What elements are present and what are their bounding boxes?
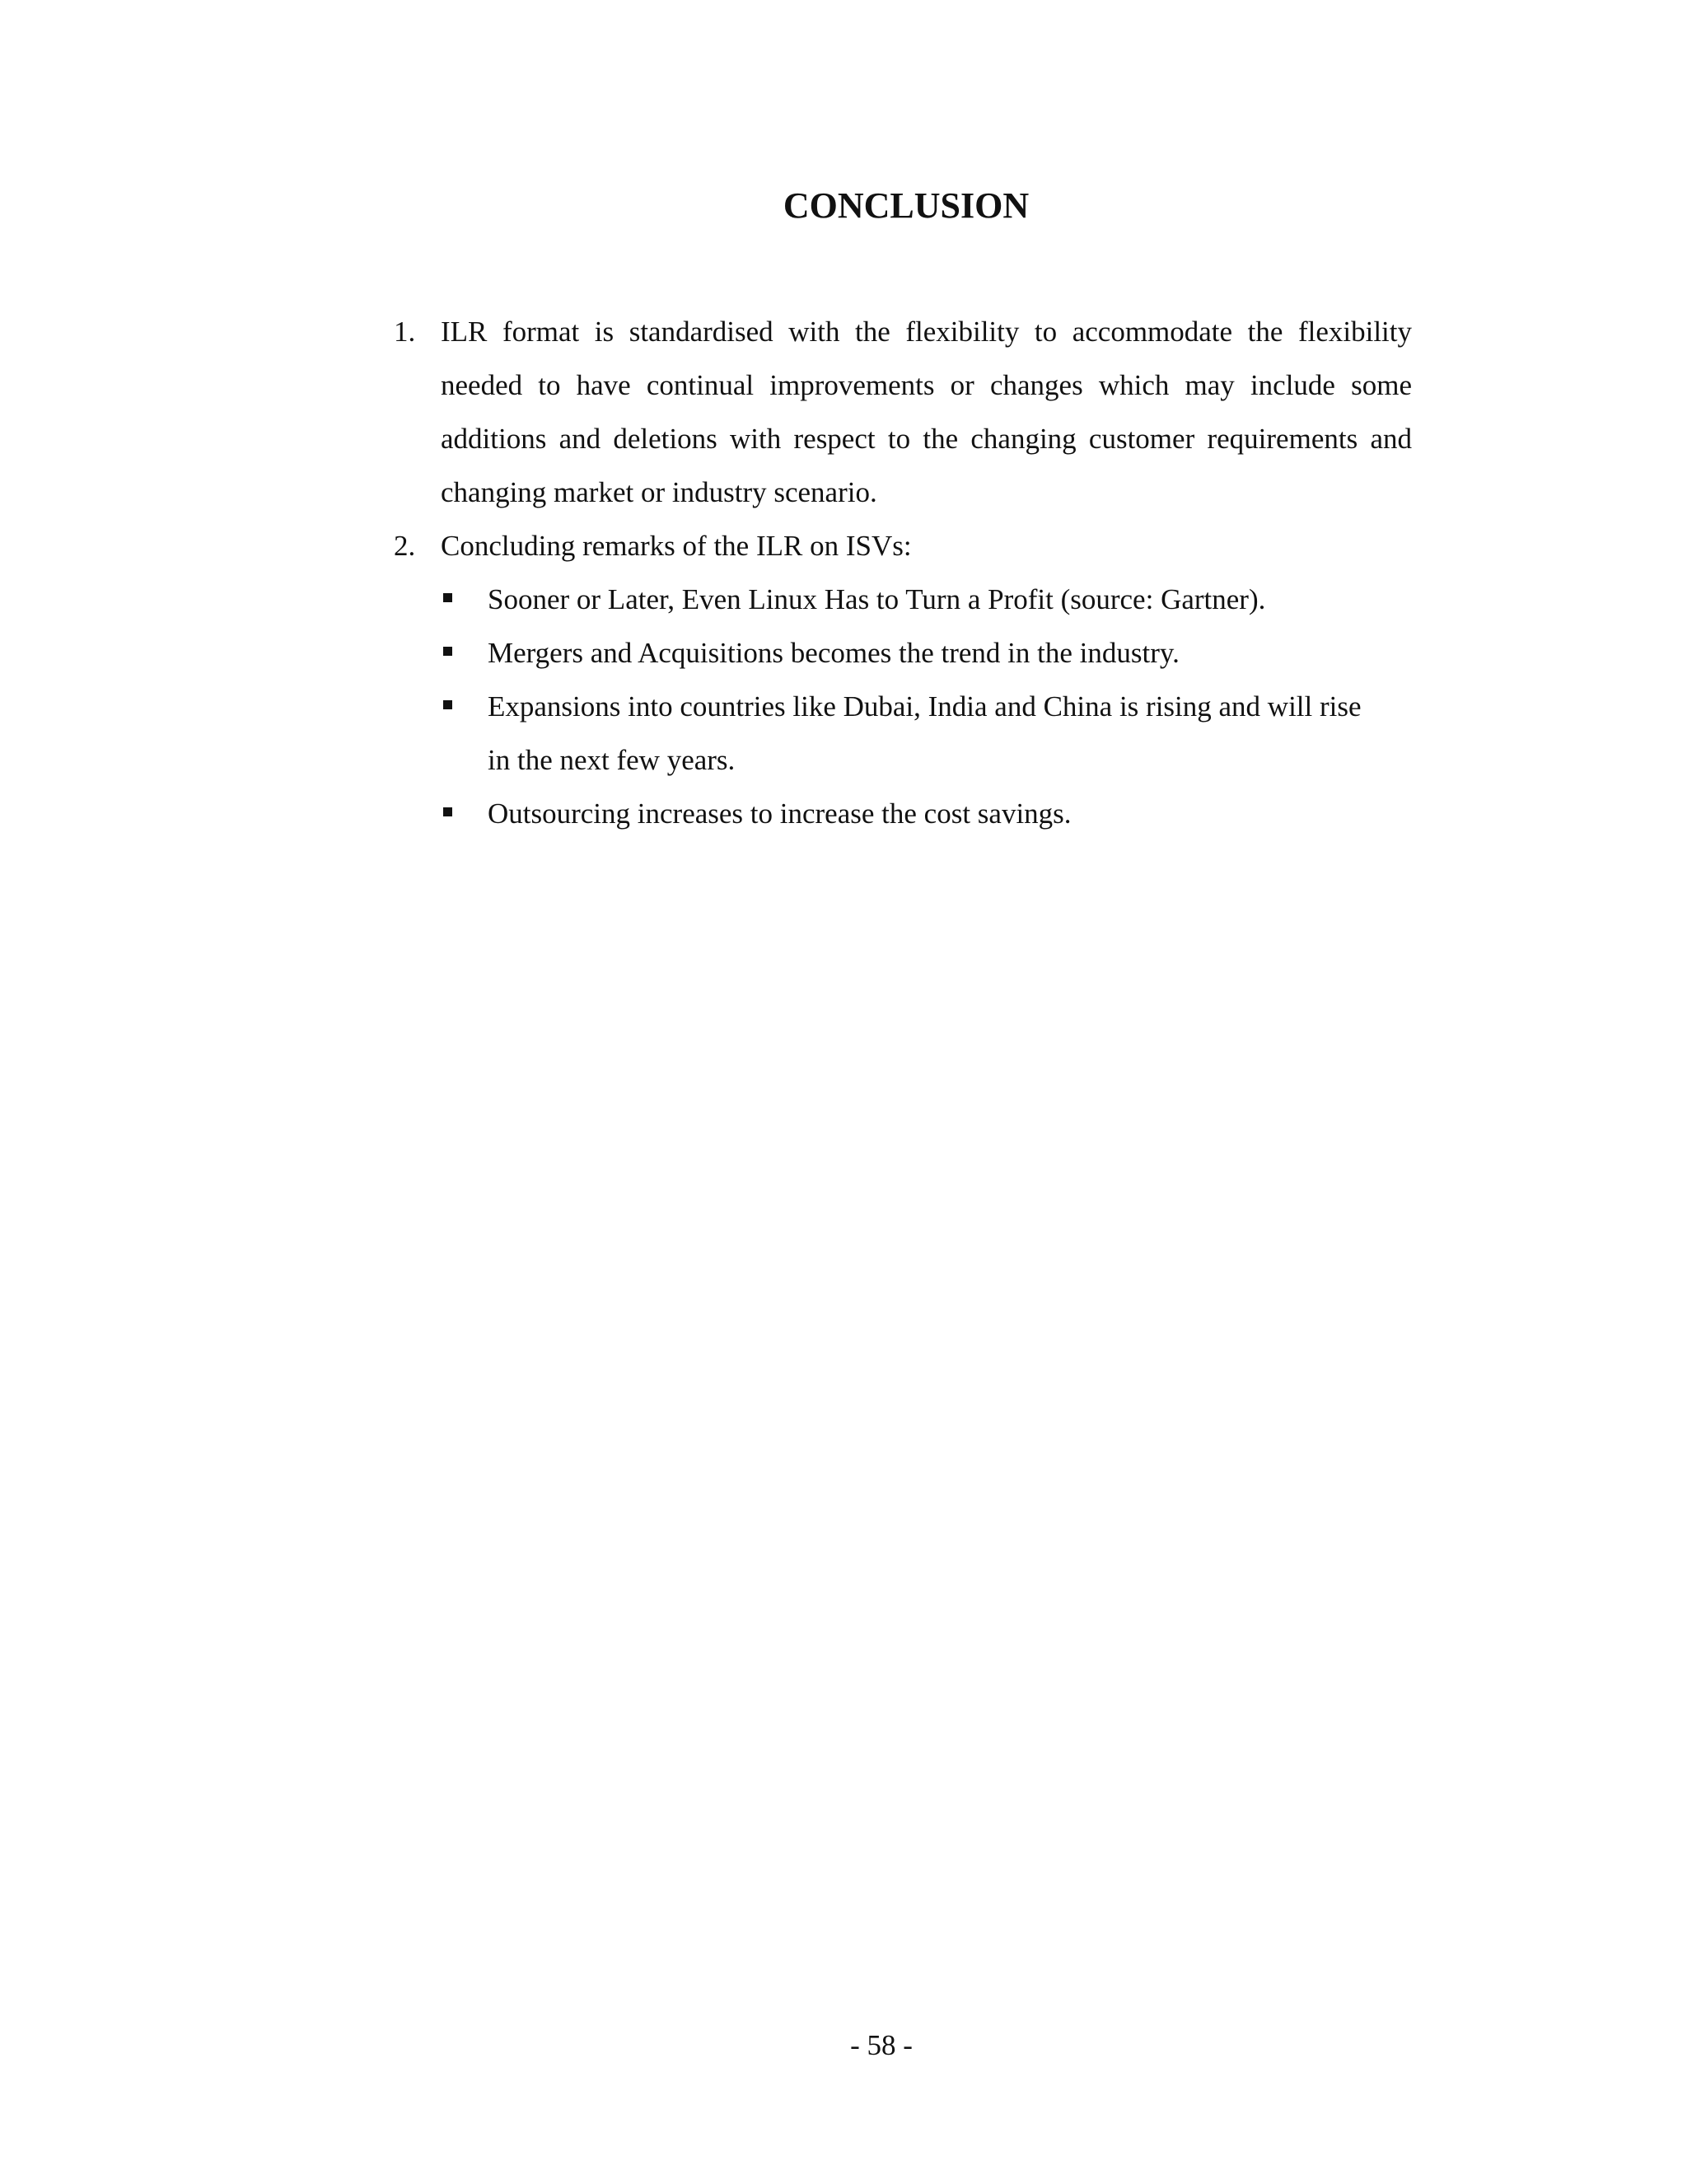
bullet-text: Sooner or Later, Even Linux Has to Turn a Profit (source: Gartner). (488, 583, 1266, 615)
page-title: CONCLUSION (783, 185, 1030, 226)
list-item-text: Concluding remarks of the ILR on ISVs: (441, 530, 912, 562)
remarks-bullet-list (394, 573, 1412, 840)
page-number: - 58 - (850, 2029, 913, 2061)
square-bullet-icon (443, 593, 452, 602)
list-item-number: 1. (394, 316, 416, 348)
bullet-item (394, 573, 1412, 626)
conclusion-list (394, 305, 1412, 840)
square-bullet-icon (443, 647, 452, 656)
list-item-number: 2. (394, 530, 416, 562)
list-item-1 (394, 305, 1412, 519)
bullet-text: Expansions into countries like Dubai, India and China is rising and will rise in the next few years. (488, 690, 1362, 776)
list-item-2 (394, 519, 1412, 573)
bullet-item (394, 787, 1412, 840)
bullet-item (394, 680, 1412, 787)
bullet-text: Outsourcing increases to increase the cost savings. (488, 797, 1072, 830)
bullet-text: Mergers and Acquisitions becomes the trend in the industry. (488, 637, 1180, 669)
list-item-text: ILR format is standardised with the flexibility to accommodate the flexibility needed to have continual improvements or changes which may include some additions and deletions with respect to the changing customer requirements and changing market or industry scenario. (441, 316, 1412, 508)
square-bullet-icon (443, 807, 452, 816)
bullet-item (394, 626, 1412, 680)
square-bullet-icon (443, 700, 452, 709)
